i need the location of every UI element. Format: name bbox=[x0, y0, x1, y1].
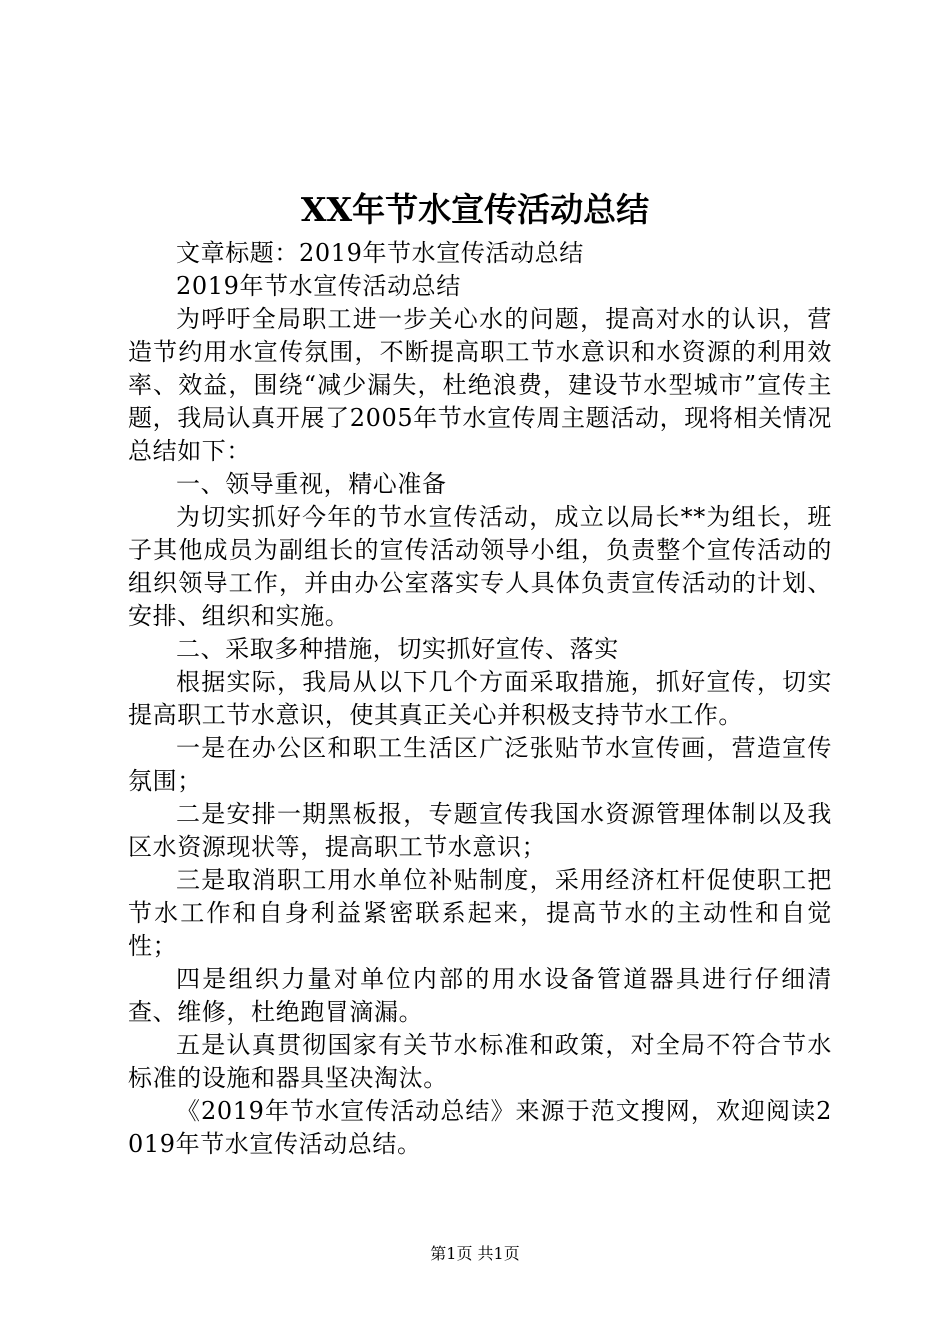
page-number-footer: 第1页 共1页 bbox=[430, 1244, 520, 1263]
paragraph-source-note: 《2019年节水宣传活动总结》来源于范文搜网，欢迎阅读2019年节水宣传活动总结。 bbox=[128, 1097, 832, 1158]
paragraph-subtitle: 2019年节水宣传活动总结 bbox=[176, 272, 461, 300]
list-item-5: 五是认真贯彻国家有关节水标准和政策，对全局不符合节水标准的设施和器具坚决淘汰。 bbox=[128, 1031, 832, 1092]
list-item-2: 二是安排一期黑板报，专题宣传我国水资源管理体制以及我区水资源现状等，提高职工节水意识； bbox=[128, 800, 832, 861]
paragraph-article-title: 文章标题：2019年节水宣传活动总结 bbox=[176, 239, 584, 267]
list-item-1: 一是在办公区和职工生活区广泛张贴节水宣传画，营造宣传氛围； bbox=[128, 734, 832, 795]
list-item-4: 四是组织力量对单位内部的用水设备管道器具进行仔细清查、维修，杜绝跑冒滴漏。 bbox=[128, 965, 832, 1026]
section-heading-1: 一、领导重视，精心准备 bbox=[176, 470, 447, 498]
list-item-3: 三是取消职工用水单位补贴制度，采用经济杠杆促使职工把节水工作和自身利益紧密联系起来，提高节水的主动性和自觉性； bbox=[128, 866, 832, 960]
document-body bbox=[128, 237, 832, 1161]
paragraph-section-2: 根据实际，我局从以下几个方面采取措施，抓好宣传，切实提高职工节水意识，使其真正关心并积极支持节水工作。 bbox=[128, 668, 832, 729]
document-title: XX年节水宣传活动总结 bbox=[300, 190, 650, 229]
paragraph-intro: 为呼吁全局职工进一步关心水的问题，提高对水的认识，营造节约用水宣传氛围，不断提高职工节水意识和水资源的利用效率、效益，围绕“减少漏失，杜绝浪费，建设节水型城市”宣传主题，我局认真开展了2005年节水宣传周主题活动，现将相关情况总结如下： bbox=[128, 305, 832, 465]
section-heading-2: 二、采取多种措施，切实抓好宣传、落实 bbox=[176, 635, 619, 663]
paragraph-section-1: 为切实抓好今年的节水宣传活动，成立以局长**为组长，班子其他成员为副组长的宣传活动领导小组，负责整个宣传活动的组织领导工作，并由办公室落实专人具体负责宣传活动的计划、安排、组织和实施。 bbox=[128, 503, 832, 630]
